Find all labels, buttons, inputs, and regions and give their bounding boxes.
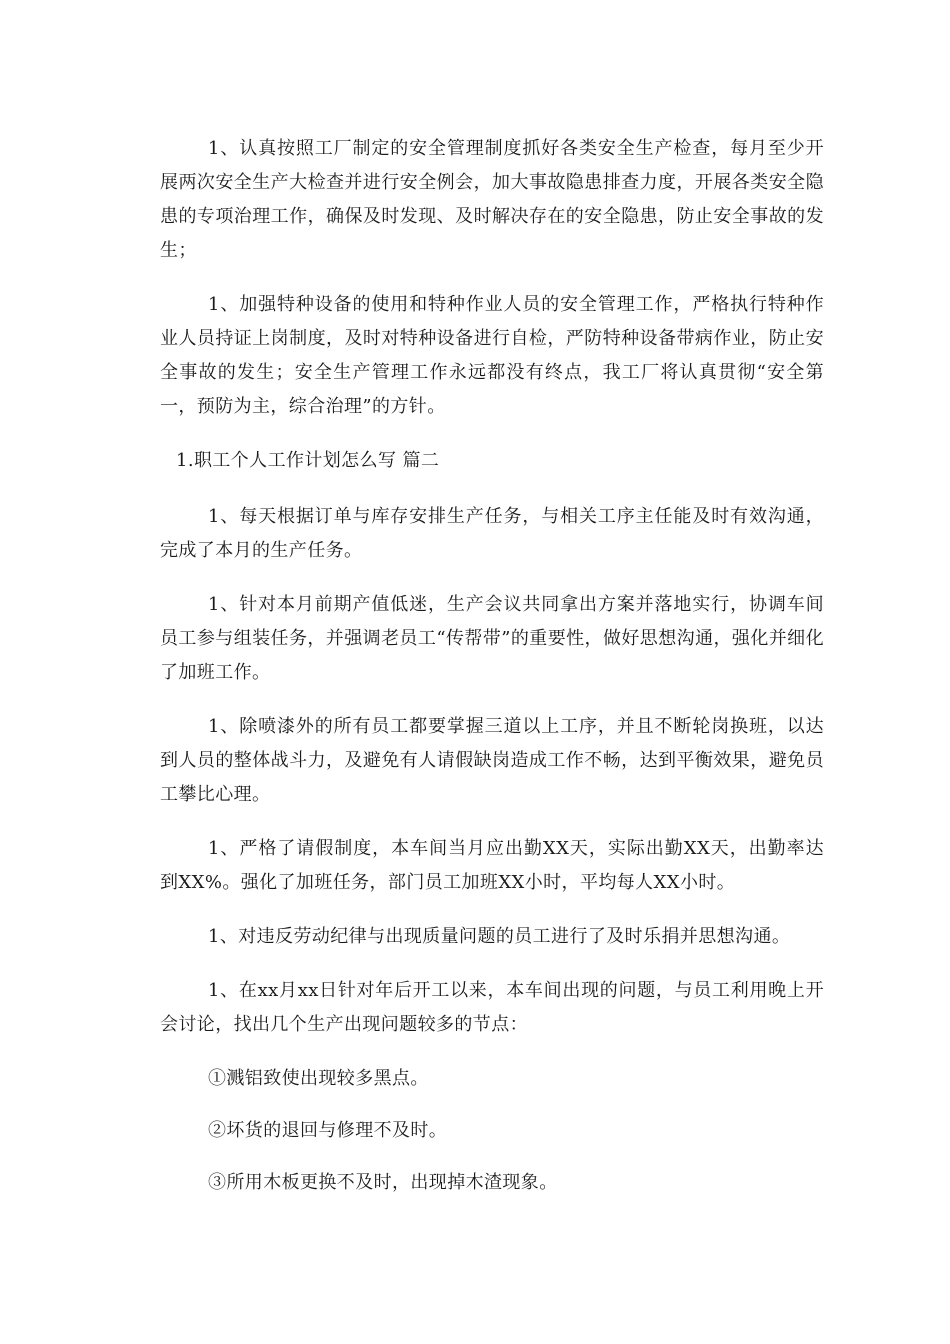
list-item: ①溅铝致使出现较多黑点。 [208, 1068, 429, 1089]
paragraph-problem-meeting: 1、在xx月xx日针对年后开工以来，本车间出现的问题，与员工利用晚上开会讨论，找出几个生产出现问题较多的节点： [160, 980, 824, 1035]
section-heading: 1.职工个人工作计划怎么写 篇二 [176, 450, 440, 471]
paragraph-safety-inspection: 1、认真按照工厂制定的安全管理制度抓好各类安全生产检查，每月至少开展两次安全生产大检查并进行安全例会，加大事故隐患排查力度，开展各类安全隐患的专项治理工作，确保及时发现、及时解决存在的安全隐患，防止安全事故的发生； [160, 138, 824, 261]
list-item: ③所用木板更换不及时，出现掉木渣现象。 [208, 1172, 558, 1193]
paragraph-production-tasks: 1、每天根据订单与库存安排生产任务，与相关工序主任能及时有效沟通，完成了本月的生产任务。 [160, 506, 824, 561]
paragraph-low-output: 1、针对本月前期产值低迷，生产会议共同拿出方案并落地实行，协调车间员工参与组装任务，并强调老员工“传帮带”的重要性，做好思想沟通，强化并细化了加班工作。 [160, 594, 824, 683]
paragraph-discipline: 1、对违反劳动纪律与出现质量问题的员工进行了及时乐捐并思想沟通。 [208, 926, 791, 947]
paragraph-special-equipment: 1、加强特种设备的使用和特种作业人员的安全管理工作，严格执行特种作业人员持证上岗制度，及时对特种设备进行自检，严防特种设备带病作业，防止安全事故的发生；安全生产管理工作永远都没有终点，我工厂将认真贯彻“安全第一，预防为主，综合治理”的方针。 [160, 294, 824, 417]
paragraph-process-rotation: 1、除喷漆外的所有员工都要掌握三道以上工序，并且不断轮岗换班，以达到人员的整体战斗力，及避免有人请假缺岗造成工作不畅，达到平衡效果，避免员工攀比心理。 [160, 716, 824, 805]
document-body [160, 132, 824, 1218]
paragraph-attendance: 1、严格了请假制度，本车间当月应出勤XX天，实际出勤XX天，出勤率达到XX%。强化了加班任务，部门员工加班XX小时，平均每人XX小时。 [160, 838, 824, 893]
list-item: ②坏货的退回与修理不及时。 [208, 1120, 448, 1141]
